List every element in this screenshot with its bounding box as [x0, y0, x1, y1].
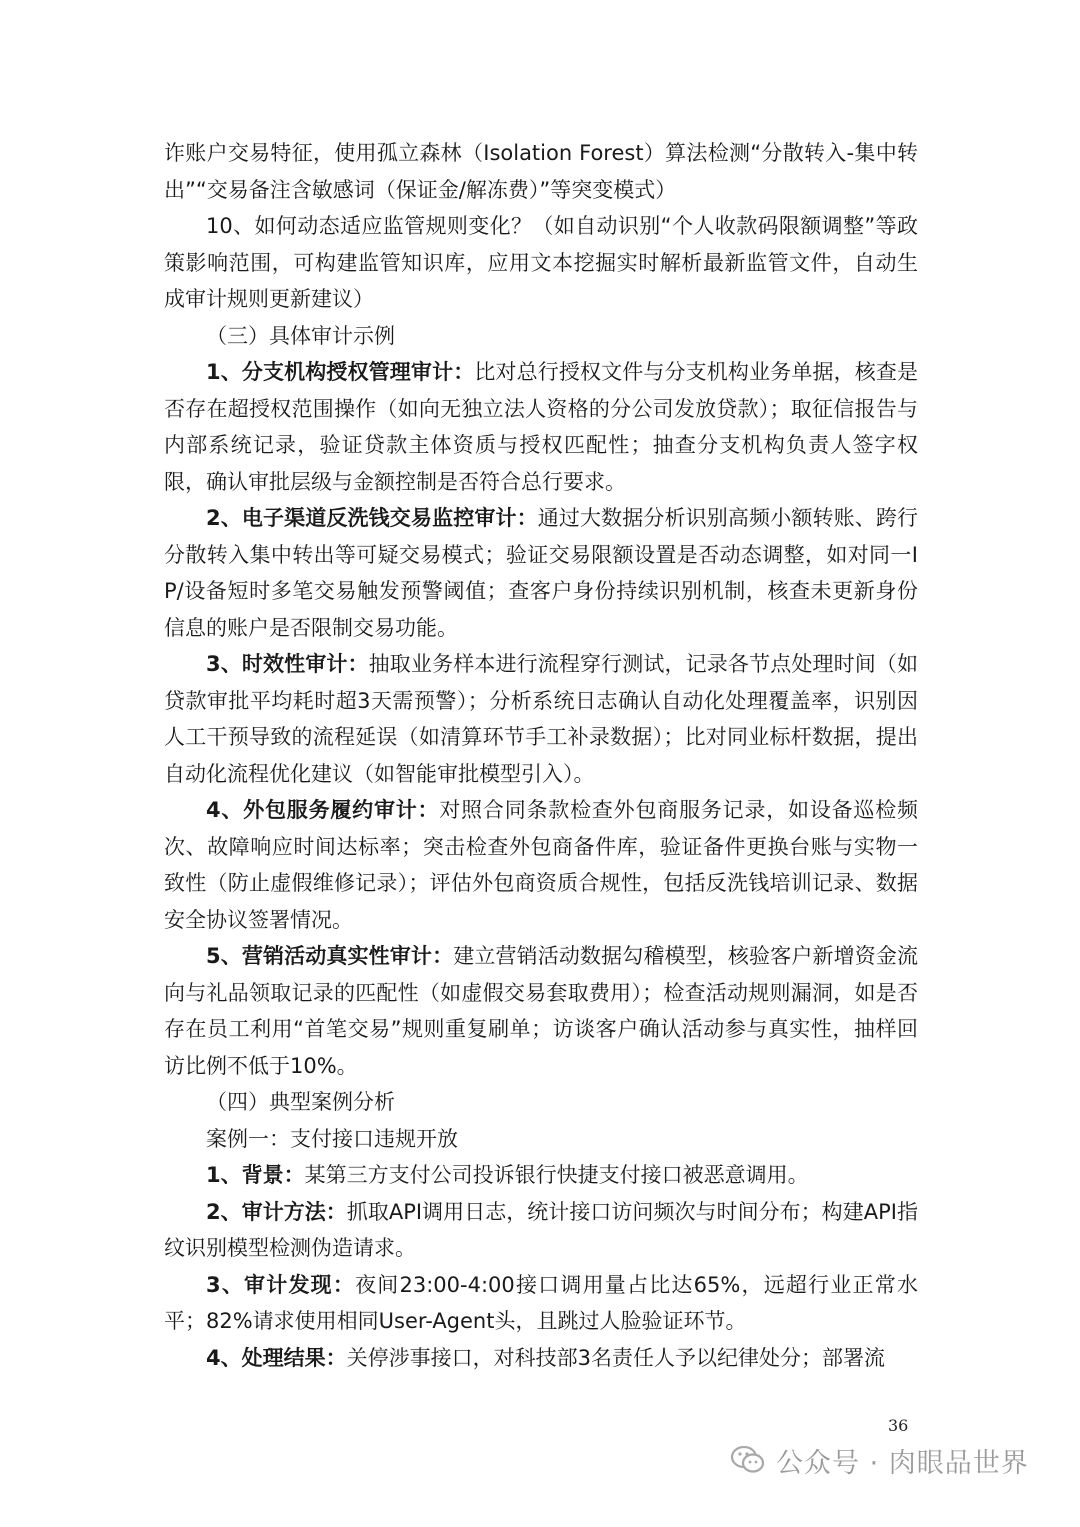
paragraph-text: 10、如何动态适应监管规则变化？（如自动识别“个人收款码限额调整”等政策影响范围，可构建监管知识库，应用文本挖掘实时解析最新监管文件，自动生成审计规则更新建议）: [164, 214, 918, 311]
body-text: [164, 135, 918, 1376]
paragraph-lead: 3、审计发现：: [206, 1272, 356, 1297]
watermark: [730, 1440, 1029, 1480]
paragraph-text: 抓取API调用日志，统计接口访问频次与时间分布；构建API指纹识别模型检测伪造请求。: [164, 1199, 918, 1260]
paragraph-lead: 1、背景：: [206, 1163, 305, 1187]
paragraph-5: [164, 500, 918, 646]
watermark-text: 公众号 · 肉眼品世界: [776, 1447, 1029, 1479]
paragraph-text: 抽取业务样本进行流程穿行测试，记录各节点处理时间（如贷款审批平均耗时超3天需预警）；分析系统日志确认自动化处理覆盖率，识别因人工干预导致的流程延误（如清算环节手工补录数据）；比对同业标杆数据，提出自动化流程优化建议（如智能审批模型引入）。: [164, 652, 918, 786]
paragraph-1: [164, 135, 918, 208]
wechat-icon: [730, 1444, 766, 1476]
paragraph-lead: 1、分支机构授权管理审计：: [206, 360, 475, 384]
paragraph-14: [164, 1340, 918, 1377]
paragraph-lead: 2、审计方法：: [206, 1199, 347, 1224]
paragraph-8: [164, 938, 918, 1084]
heading-text: （三）具体审计示例: [206, 323, 395, 348]
paragraph-lead: 4、外包服务履约审计：: [206, 798, 440, 822]
heading-text: 案例一：支付接口违规开放: [206, 1126, 458, 1151]
paragraph-text: 比对总行授权文件与分支机构业务单据，核查是否存在超授权范围操作（如向无独立法人资格的分公司发放贷款）；取征信报告与内部系统记录，验证贷款主体资质与授权匹配性；抽查分支机构负责人签字权限，确认审批层级与金额控制是否符合总行要求。: [164, 360, 918, 494]
paragraph-6: [164, 646, 918, 792]
section-heading-4: [164, 1084, 918, 1121]
section-heading-3: [164, 318, 918, 355]
paragraph-text: 某第三方支付公司投诉银行快捷支付接口被恶意调用。: [304, 1163, 809, 1187]
paragraph-text: 对照合同条款检查外包商服务记录，如设备巡检频次、故障响应时间达标率；突击检查外包商备件库，验证备件更换台账与实物一致性（防止虚假维修记录）；评估外包商资质合规性，包括反洗钱培训记录、数据安全协议签署情况。: [164, 798, 918, 932]
page-number: 36: [888, 1416, 909, 1435]
paragraph-text: 诈账户交易特征，使用孤立森林（Isolation Forest）算法检测“分散转入-集中转出”“交易备注含敏感词（保证金/解冻费）”等突变模式）: [164, 141, 918, 202]
paragraph-lead: 4、处理结果：: [206, 1345, 347, 1370]
paragraph-lead: 5、营销活动真实性审计：: [206, 944, 454, 968]
paragraph-2: [164, 208, 918, 318]
paragraph-lead: 3、时效性审计：: [206, 652, 369, 676]
paragraph-text: 通过大数据分析识别高频小额转账、跨行分散转入集中转出等可疑交易模式；验证交易限额设置是否动态调整，如对同一IP/设备短时多笔交易触发预警阈值；查客户身份持续识别机制，核查未更新身份信息的账户是否限制交易功能。: [164, 506, 918, 640]
paragraph-text: 建立营销活动数据勾稽模型，核验客户新增资金流向与礼品领取记录的匹配性（如虚假交易套取费用）；检查活动规则漏洞，如是否存在员工利用“首笔交易”规则重复刷单；访谈客户确认活动参与真实性，抽样回访比例不低于10%。: [164, 944, 918, 1078]
paragraph-12: [164, 1194, 918, 1267]
case-title: [164, 1121, 918, 1158]
heading-text: （四）典型案例分析: [206, 1090, 395, 1114]
paragraph-text: 关停涉事接口，对科技部3名责任人予以纪律处分；部署流: [346, 1345, 885, 1370]
paragraph-4: [164, 354, 918, 500]
paragraph-lead: 2、电子渠道反洗钱交易监控审计：: [206, 506, 538, 530]
paragraph-13: [164, 1267, 918, 1340]
paragraph-11: [164, 1157, 918, 1194]
paragraph-7: [164, 792, 918, 938]
paragraph-text: 夜间23:00-4:00接口调用量占比达65%，远超行业正常水平；82%请求使用相同User-Agent头，且跳过人脸验证环节。: [164, 1272, 918, 1333]
